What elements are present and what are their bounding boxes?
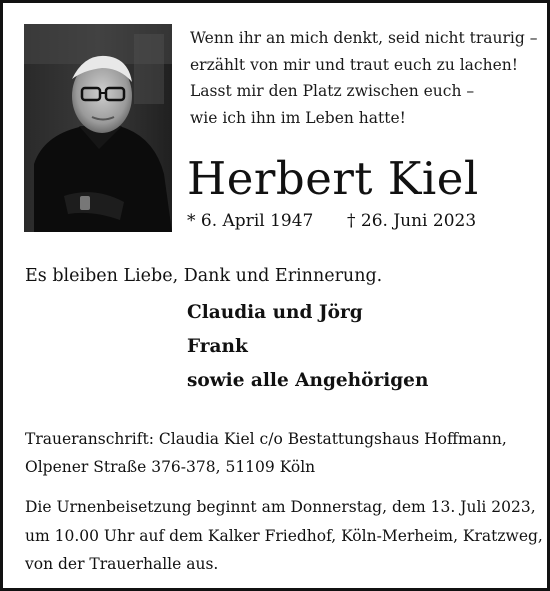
mourner-name: sowie alle Angehörigen <box>187 370 429 391</box>
farewell-text: Es bleiben Liebe, Dank und Erinnerung. <box>25 266 383 286</box>
service-line: von der Trauerhalle aus. <box>25 555 219 573</box>
service-line: Die Urnenbeisetzung beginnt am Donnerstag, dem 13. Juli 2023, <box>25 498 536 516</box>
funeral-service-info <box>25 493 543 579</box>
death-date: † 26. Juni 2023 <box>347 211 477 231</box>
address-line: Traueranschrift: Claudia Kiel c/o Bestattungshaus Hoffmann, <box>25 430 507 448</box>
mourner-name: Claudia und Jörg <box>187 302 363 323</box>
poem <box>190 25 538 131</box>
poem-line: Wenn ihr an mich denkt, seid nicht traurig – <box>190 29 538 47</box>
service-line: um 10.00 Uhr auf dem Kalker Friedhof, Köln-Merheim, Kratzweg, <box>25 526 543 545</box>
birth-date: * 6. April 1947 <box>187 211 314 231</box>
deceased-name: Herbert Kiel <box>187 152 479 205</box>
portrait-photo <box>24 24 172 232</box>
mourner-name: Frank <box>187 336 248 357</box>
poem-line: wie ich ihn im Leben hatte! <box>190 108 406 127</box>
poem-line: Lasst mir den Platz zwischen euch – <box>190 82 475 100</box>
mourning-address <box>25 425 531 481</box>
poem-line: erzählt von mir und traut euch zu lachen! <box>190 55 518 74</box>
mourners-list <box>187 296 428 398</box>
address-line: Olpener Straße 376-378, 51109 Köln <box>25 458 316 476</box>
